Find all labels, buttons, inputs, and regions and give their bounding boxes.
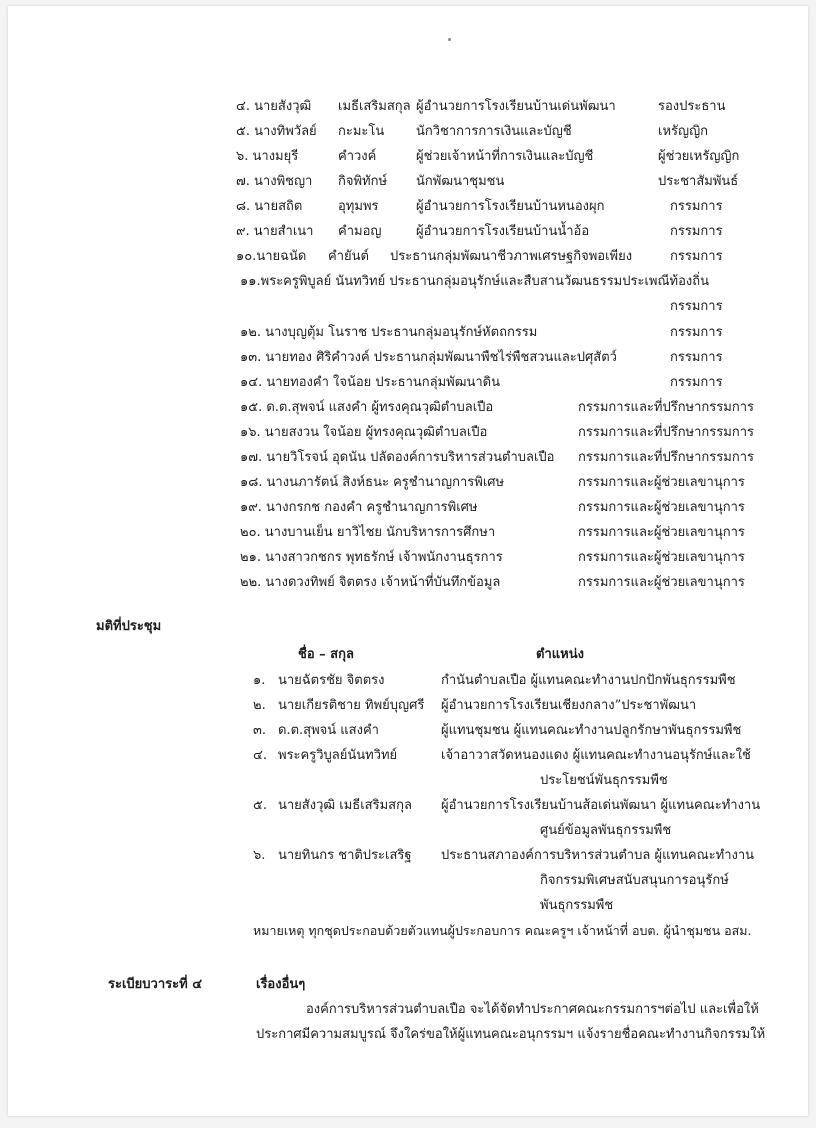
agenda-4-paragraph-line: ประกาศมีความสมบูรณ์ จึงใคร่ขอให้ผู้แทนคณะอนุกรรมฯ แจ้งรายชื่อคณะทำงานกิจกรรมให้ — [256, 1027, 766, 1042]
member-text: ๑๕. ด.ต.สุพจน์ แสงคำ ผู้ทรงคุณวุฒิตำบลเปือ — [240, 400, 494, 415]
member-11-role: กรรมการ — [670, 299, 723, 314]
member-role: กรรมการและผู้ช่วยเลขานุการ — [578, 575, 745, 590]
member-role: กรรมการและที่ปรึกษากรรมการ — [578, 400, 754, 415]
note: หมายเหตุ ทุกชุดประกอบด้วยตัวแทนผู้ประกอบการ คณะครูฯ เจ้าหน้าที่ อบต. ผู้นำชุมชน อสม. — [253, 923, 752, 938]
member-role: กรรมการและที่ปรึกษากรรมการ — [578, 425, 754, 440]
member-surname: เมธีเสริมสกุล — [338, 99, 411, 114]
row-position: ประธานสภาองค์การบริหารส่วนตำบล ผู้แทนคณะทำงาน — [441, 848, 755, 863]
member-role: กรรมการ — [670, 249, 723, 264]
member-name: ๔. นายสังวุฒิ — [236, 99, 312, 114]
member-position: ผู้อำนวยการโรงเรียนบ้านน้ำอ้อ — [416, 224, 590, 239]
row-position: ผู้อำนวยการโรงเรียนบ้านส้อเด่นพัฒนา ผู้แทนคณะทำงาน — [441, 798, 761, 813]
member-name: ๘. นายสถิต — [236, 199, 303, 214]
member-position: ประธานกลุ่มพัฒนาชีวภาพเศรษฐกิจพอเพียง — [390, 249, 633, 264]
member-role: กรรมการและผู้ช่วยเลขานุการ — [578, 500, 745, 515]
row-position: ผู้อำนวยการโรงเรียนเชียงกลาง”ประชาพัฒนา — [441, 698, 697, 713]
member-role: กรรมการ — [670, 350, 723, 365]
row-no: ๔. — [253, 748, 267, 763]
member-text: ๒๒. นางดวงทิพย์ จิตตรง เจ้าหน้าที่บันทึกข้อมูล — [240, 575, 501, 590]
member-role: กรรมการ — [670, 375, 723, 390]
member-name: ๗. นางพิชญา — [236, 174, 313, 189]
member-text: ๒๑. นางสาวกชกร พุทธรักษ์ เจ้าพนักงานธุรการ — [240, 550, 503, 565]
member-role: เหรัญญิก — [658, 124, 709, 139]
member-name: ๕. นางทิพวัลย์ — [236, 124, 317, 139]
row-position: ผู้แทนชุมชน ผู้แทนคณะทำงานปลูกรักษาพันธุกรรมพืช — [441, 723, 742, 738]
row-no: ๑. — [253, 673, 266, 688]
member-text: ๑๖. นายสงวน ใจน้อย ผู้ทรงคุณวุฒิตำบลเปือ — [240, 425, 488, 440]
member-position: นักวิชาการการเงินและบัญชี — [416, 124, 572, 139]
member-surname: คำวงค์ — [338, 149, 377, 164]
member-position: ผู้อำนวยการโรงเรียนบ้านหนองผุก — [416, 199, 605, 214]
row-position-cont: ศูนย์ข้อมูลพันธุกรรมพืช — [540, 823, 672, 838]
row-position-cont: กิจกรรมพิเศษสนับสนุนการอนุรักษ์ — [540, 873, 729, 888]
member-text: ๑๓. นายทอง ศิริคำวงค์ ประธานกลุ่มพัฒนาพืชไร่พืชสวนและปศุสัตว์ — [240, 350, 617, 365]
member-surname: คำมอญ — [338, 224, 382, 239]
member-role: กรรมการและผู้ช่วยเลขานุการ — [578, 525, 745, 540]
member-text: ๑๗. นายวิโรจน์ อุดนัน ปลัดองค์การบริหารส่วนตำบลเปือ — [240, 450, 555, 465]
row-position-cont: ประโยชน์พันธุกรรมพืช — [540, 773, 668, 788]
member-role: กรรมการ — [670, 199, 723, 214]
row-position: เจ้าอาวาสวัดหนองแดง ผู้แทนคณะทำงานอนุรักษ์และใช้ — [441, 748, 751, 763]
agenda-4-title: เรื่องอื่นๆ — [256, 977, 306, 992]
member-text: ๑๒. นางบุญตุ้ม โนราช ประธานกลุ่มอนุรักษ์หัตถกรรม — [240, 325, 538, 340]
member-text: ๒๐. นางบานเย็น ยาวิไชย นักบริหารการศึกษา — [240, 525, 496, 540]
row-no: ๒. — [253, 698, 266, 713]
header-name: ชื่อ – สกุล — [298, 647, 354, 662]
member-11-text: ๑๑.พระครูพิบูลย์ นันทวิทย์ ประธานกลุ่มอนุรักษ์และสืบสานวัฒนธรรมประเพณีท้องถิ่น — [240, 274, 710, 289]
member-surname: อุทุมพร — [338, 199, 379, 214]
member-position: นักพัฒนาชุมชน — [416, 174, 505, 189]
member-role: รองประธาน — [658, 99, 726, 114]
member-surname: กะมะโน — [338, 124, 385, 139]
row-name: นายฉัตรชัย จิตตรง — [278, 673, 385, 688]
member-surname: คำยันต์ — [328, 249, 369, 264]
member-text: ๑๙. นางกรกช กองคำ ครูชำนาญการพิเศษ — [240, 500, 478, 515]
row-name: นายสังวุฒิ เมธีเสริมสกุล — [278, 798, 412, 813]
header-position: ตำแหน่ง — [536, 647, 584, 662]
row-position-cont: พันธุกรรมพืช — [540, 898, 614, 913]
member-role: ประชาสัมพันธ์ — [658, 174, 739, 189]
row-no: ๖. — [253, 848, 266, 863]
row-name: พระครูวิบูลย์นันทวิทย์ — [278, 748, 398, 763]
member-position: ผู้ช่วยเจ้าหน้าที่การเงินและบัญชี — [416, 149, 594, 164]
member-name: ๙. นายสำเนา — [236, 224, 314, 239]
member-role: กรรมการและผู้ช่วยเลขานุการ — [578, 550, 745, 565]
agenda-4-label: ระเบียบวาระที่ ๔ — [108, 977, 203, 992]
member-role: กรรมการ — [670, 325, 723, 340]
member-surname: กิจพิทักษ์ — [338, 174, 388, 189]
member-name: ๖. นางมยุรี — [236, 149, 299, 164]
row-no: ๓. — [253, 723, 267, 738]
row-name: นายเกียรติชาย ทิพย์บุญศรี — [278, 698, 425, 713]
agenda-4-paragraph-line: องค์การบริหารส่วนตำบลเปือ จะได้จัดทำประกาศคณะกรรมการฯต่อไป และเพื่อให้ — [306, 1002, 759, 1017]
member-role: กรรมการและผู้ช่วยเลขานุการ — [578, 475, 745, 490]
member-role: ผู้ช่วยเหรัญญิก — [658, 149, 740, 164]
member-text: ๑๘. นางนภารัตน์ สิงห์ธนะ ครูชำนาญการพิเศษ — [240, 475, 505, 490]
document-page — [8, 6, 808, 1116]
member-position: ผู้อำนวยการโรงเรียนบ้านเด่นพัฒนา — [416, 99, 616, 114]
scan-speck — [448, 38, 451, 41]
row-name: นายทินกร ชาติประเสริฐ — [278, 848, 412, 863]
member-role: กรรมการและที่ปรึกษากรรมการ — [578, 450, 754, 465]
member-text: ๑๔. นายทองคำ ใจน้อย ประธานกลุ่มพัฒนาดิน — [240, 375, 500, 390]
row-no: ๕. — [253, 798, 267, 813]
member-role: กรรมการ — [670, 224, 723, 239]
resolution-label: มติที่ประชุม — [96, 619, 162, 634]
row-position: กำนันตำบลเปือ ผู้แทนคณะทำงานปกปักพันธุกรรมพืช — [441, 673, 736, 688]
member-name: ๑๐.นายฉนัด — [236, 249, 307, 264]
row-name: ด.ต.สุพจน์ แสงคำ — [278, 723, 379, 738]
